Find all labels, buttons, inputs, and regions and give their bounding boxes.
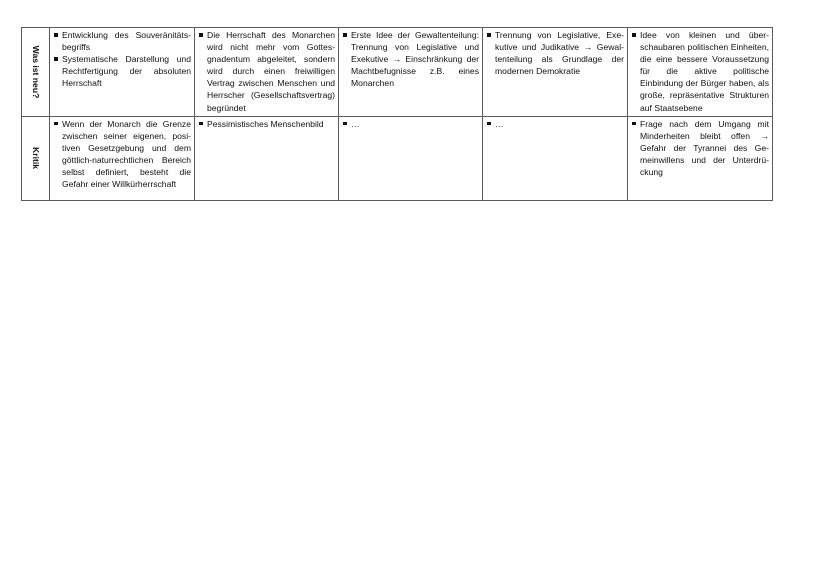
bullet-item: Trennung von Legislative, Exekutive und Judikative → Gewaltenteilung als Grundlage der modernen Demokratie	[486, 29, 624, 77]
table-cell	[195, 28, 339, 117]
bullet-item: Frage nach dem Umgang mit Minderheiten bleibt offen → Gefahr der Tyrannei des Gemeinwillens und der Unterdrückung	[631, 118, 769, 178]
bullet-item: Erste Idee der Gewaltenteilung: Trennung von Legislative und Exekutive → Einschränkung der Machtbefugnisse z.B. eines Monarchen	[342, 29, 479, 89]
bullet-item: Systematische Darstellung und Rechtfertigung der absoluten Herrschaft	[53, 53, 191, 89]
bullet-item: Pessimistisches Menschenbild	[198, 118, 335, 130]
table-cell	[628, 28, 773, 117]
table-cell	[483, 116, 628, 200]
table-cell	[483, 28, 628, 117]
row-header-cell	[22, 116, 50, 200]
table-cell	[339, 28, 483, 117]
table-cell	[50, 116, 195, 200]
table-row-was-ist-neu	[22, 28, 773, 117]
bullet-item: Die Herrschaft des Monarchen wird nicht mehr vom Gottesgnadentum abgeleitet, sondern wird durch einen freiwilligen Vertrag zwischen Menschen und Herrscher (Gesellschaftsvertrag) begründet	[198, 29, 335, 114]
bullet-item: Idee von kleinen und überschaubaren politischen Einheiten, die eine bessere Voraussetzung für die aktive politische Einbindung der Bürger haben, als große, repräsentative Strukturen auf Staatsebene	[631, 29, 769, 114]
bullet-item: …	[486, 118, 624, 130]
table-cell	[50, 28, 195, 117]
table-cell	[628, 116, 773, 200]
bullet-item: …	[342, 118, 479, 130]
table-cell	[339, 116, 483, 200]
row-header-label: Kritik	[30, 147, 41, 170]
row-header-cell	[22, 28, 50, 117]
row-header-label: Was ist neu?	[30, 45, 41, 99]
bullet-item: Entwicklung des Souveränitätsbegriffs	[53, 29, 191, 53]
bullet-item: Wenn der Monarch die Grenze zwischen seiner eigenen, positiven Gesetzgebung und dem göttlich-naturrechtlichen Bereich selbst definiert, besteht die Gefahr einer Willkürherrschaft	[53, 118, 191, 191]
table-cell	[195, 116, 339, 200]
comparison-table	[21, 27, 773, 201]
table-row-kritik	[22, 116, 773, 200]
